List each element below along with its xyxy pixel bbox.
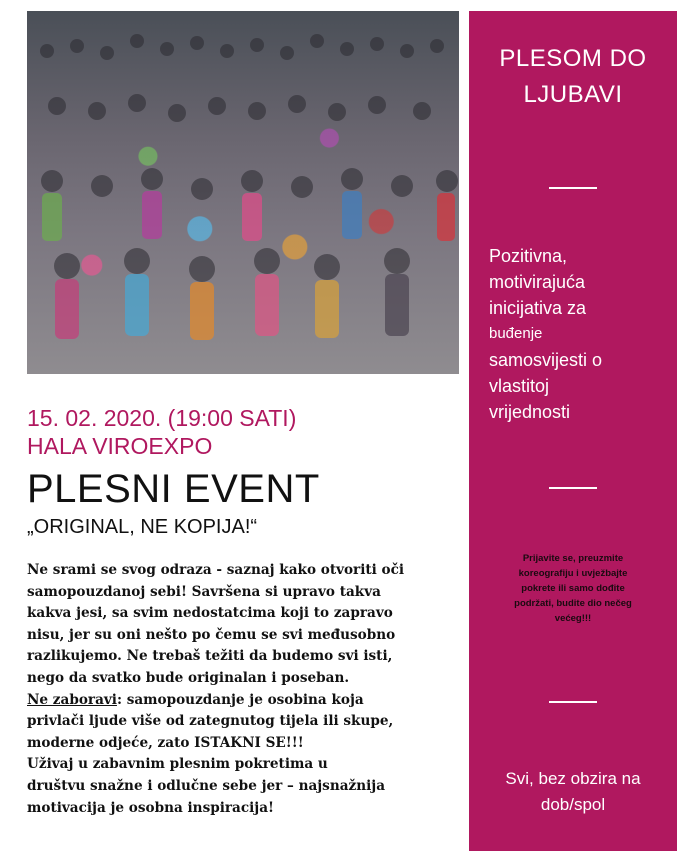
event-slogan: „ORIGINAL, NE KOPIJA!“ <box>27 516 258 538</box>
reminder-text: : samopouzdanje je osobina koja <box>116 691 364 708</box>
description-line: vlastitoj <box>489 376 550 396</box>
body-line: samopouzdanoj sebi! Savršena si upravo takva <box>27 583 381 600</box>
note-line: većeg!!! <box>554 613 592 624</box>
hero-photo-crowd-dancing <box>27 11 459 374</box>
body-line: Ne srami se svog odraza - saznaj kako otvoriti oči <box>27 562 405 578</box>
audience-info <box>479 766 667 818</box>
campaign-title-line: PLESOM DO <box>499 45 647 72</box>
body-line: moderne odjeće, zato ISTAKNI SE!!! <box>27 734 304 751</box>
campaign-title <box>469 41 677 113</box>
description-line: buđenje <box>489 325 543 342</box>
audience-line: dob/spol <box>540 795 606 814</box>
crowd-illustration <box>27 11 459 374</box>
description-line: Pozitivna, <box>489 246 568 266</box>
note-line: podržati, budite dio nečeg <box>514 598 632 609</box>
divider <box>549 487 597 489</box>
audience-line: Svi, bez obzira na <box>505 769 641 788</box>
reminder-label: Ne zaboravi <box>27 691 117 708</box>
signup-note <box>491 551 655 626</box>
note-line: pokrete ili samo dođite <box>521 583 625 594</box>
description-line: motivirajuća <box>489 272 586 292</box>
body-line: kakva jesi, sa svim nedostatcima koji to zapravo <box>27 605 393 622</box>
body-line: Uživaj u zabavnim plesnim pokretima u <box>27 756 328 773</box>
description-line: vrijednosti <box>489 402 571 422</box>
body-line <box>27 690 463 712</box>
description-line: samosvijesti o <box>489 350 603 370</box>
event-description <box>27 560 463 819</box>
body-line: razlikujemo. Ne trebaš težiti da budemo svi isti, <box>27 648 393 665</box>
divider <box>549 701 597 703</box>
event-venue: HALA VIROEXPO <box>27 433 213 459</box>
info-sidebar <box>469 11 677 851</box>
body-line: nego da svatko bude originalan i poseban. <box>27 669 350 686</box>
description-line: inicijativa za <box>489 298 587 318</box>
event-date: 15. 02. 2020. (19:00 SATI) <box>27 405 297 431</box>
note-line: Prijavite se, preuzmite <box>522 553 624 564</box>
body-line: motivacija je osobna inspiracija! <box>27 799 274 816</box>
body-line: društvu snažne i odlučne sebe jer – najsnažnija <box>27 777 386 794</box>
divider <box>549 187 597 189</box>
note-line: koreografiju i uvježbajte <box>518 568 628 579</box>
event-title: PLESNI EVENT <box>27 467 320 511</box>
body-line: nisu, jer su oni nešto po čemu se svi međusobno <box>27 626 396 643</box>
campaign-description <box>489 243 669 425</box>
campaign-title-line: LJUBAVI <box>523 81 623 108</box>
body-line: privlači ljude više od zategnutog tijela ili skupe, <box>27 713 394 730</box>
